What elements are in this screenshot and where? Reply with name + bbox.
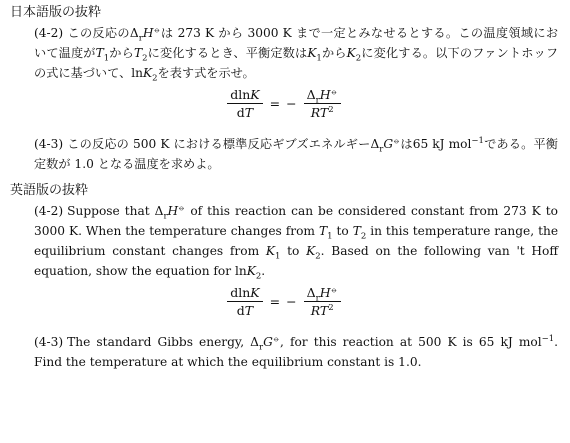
question-text: to [336, 224, 349, 238]
question-4-2-japanese [10, 23, 558, 83]
van-t-hoff-equation [10, 87, 558, 120]
delta-g-symbol: $\Delta_rG^⦵$ [250, 333, 280, 353]
minus-sign: − [286, 294, 297, 309]
t2-symbol: $T_2$ [133, 46, 148, 64]
question-text: この反応の [67, 26, 130, 40]
section-heading-japanese: 日本語版の抜粋 [10, 5, 102, 20]
question-text: 65 kJ mol [478, 335, 542, 349]
k2-symbol: $K_2$ [346, 46, 362, 64]
delta-g-symbol: $\Delta_rG^⦵$ [370, 135, 401, 155]
question-4-3-japanese [10, 134, 558, 174]
fraction-dh-rt2: $\frac{\Delta_rH^⦵}{RT^2}$ [304, 285, 341, 318]
fraction-dlnk-dt: $\frac{dlnK}{dT}$ [227, 285, 262, 318]
question-text: から [109, 46, 134, 60]
t1-symbol: $T_1$ [95, 46, 110, 64]
question-text: , for this reaction at 500 K is [279, 335, 473, 349]
van-t-hoff-equation [10, 285, 558, 318]
minus-sign: − [286, 96, 297, 111]
question-text: in this temperature range, the equilibrium constant changes from [34, 224, 559, 258]
question-text: この反応の 500 K における標準反応ギブズエネルギー [67, 137, 371, 151]
question-text: である。平衡定数が 1.0 となる温度を求めよ。 [34, 137, 558, 171]
section-heading-english: 英語版の抜粋 [10, 183, 89, 198]
equals-sign: = [269, 294, 281, 309]
question-text: に変化する。以下のファントホッフの式に基づいて、 [34, 46, 559, 80]
t2-symbol: $T_2$ [352, 224, 367, 242]
delta-h-symbol: $\Delta_rH^⦵$ [129, 24, 161, 44]
fraction-dh-rt2: $\frac{\Delta_rH^⦵}{RT^2}$ [304, 87, 341, 120]
question-text: . [261, 264, 266, 278]
equals-sign: = [269, 96, 281, 111]
fraction-dlnk-dt: $\frac{dlnK}{dT}$ [227, 87, 262, 120]
question-text: から [321, 46, 347, 60]
question-text: に変化するとき、平衡定数は [147, 46, 308, 60]
question-text: of this reaction can be considered constant from 273 K to 3000 K. When the temperature changes from [34, 204, 558, 238]
question-4-2-english [10, 201, 558, 281]
question-text: . Find the temperature at which the equilibrium constant is 1.0. [34, 335, 559, 369]
question-number: (4-3) [34, 137, 64, 151]
question-text: は65 kJ mol [400, 137, 472, 151]
question-number: (4-2) [34, 26, 64, 40]
k2-symbol: $K_2$ [306, 244, 321, 262]
t1-symbol: $T_1$ [318, 224, 333, 242]
question-text: to [287, 244, 300, 258]
lnk2-symbol: lnK$_2$ [234, 264, 262, 282]
question-number: (4-2) [34, 204, 64, 218]
question-4-3-english [10, 332, 558, 372]
question-text: は 273 K から 3000 K まで一定とみなせるとする。この温度領域において温度が [34, 26, 559, 60]
unit-exponent: −1 [471, 135, 484, 146]
question-text: . Based on the following van 't Hoff equation, show the equation for [34, 244, 559, 278]
question-number: (4-3) [34, 335, 64, 349]
question-text: を表す式を示せ。 [157, 66, 255, 80]
lnk2-symbol: lnK$_2$ [131, 66, 158, 84]
question-text: Suppose that [67, 204, 150, 218]
question-text: The standard Gibbs energy, [67, 335, 245, 349]
unit-exponent: −1 [541, 333, 555, 344]
k1-symbol: $K_1$ [265, 244, 281, 262]
k1-symbol: $K_1$ [307, 46, 322, 64]
delta-h-symbol: $\Delta_rH^⦵$ [154, 202, 186, 222]
